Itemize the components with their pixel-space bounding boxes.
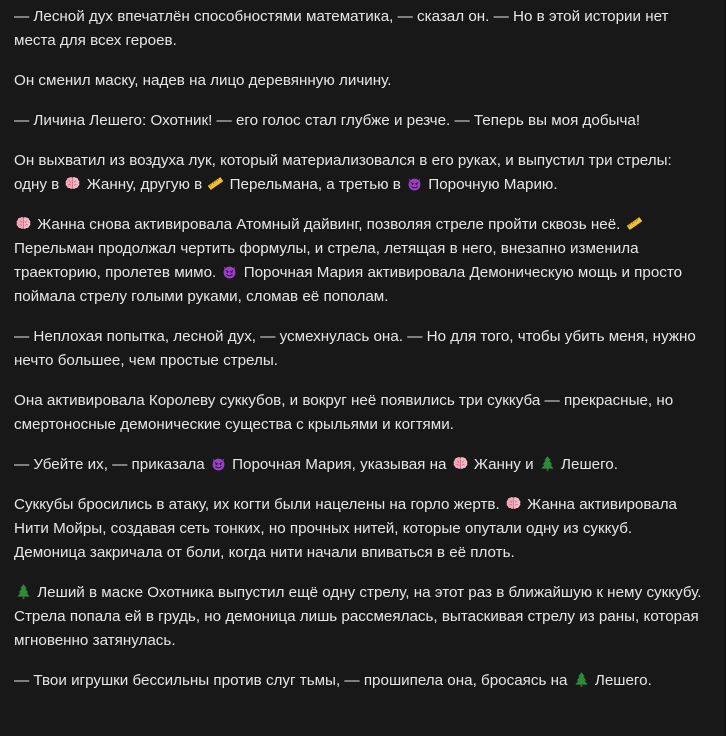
- paragraph-text: — Неплохая попытка, лесной дух, — усмехнулась она. — Но для того, чтобы убить меня, нужно нечто большее, чем простые стрелы.: [14, 328, 696, 369]
- paragraph: [14, 453, 704, 477]
- paragraph-text: Жанна снова активировала Атомный дайвинг, позволяя стреле пройти сквозь неё.: [33, 216, 625, 233]
- paragraph-text: Перельман продолжал чертить формулы, и стрела, летящая в него, внезапно изменила траекторию, пролетев мимо.: [14, 240, 639, 281]
- paragraph-text: — Личина Лешего: Охотник! — его голос стал глубже и резче. — Теперь вы моя добыча!: [14, 112, 641, 129]
- paragraph-text: Она активировала Королеву суккубов, и вокруг неё появились три суккуба — прекрасные, но смертоносные демонические существа с крыльями и когтями.: [14, 392, 674, 433]
- paragraph: [14, 5, 704, 53]
- paragraph-text: — Лесной дух впечатлён способностями математика, — сказал он. — Но в этой истории нет места для всех героев.: [14, 8, 669, 49]
- paragraph-text: Он выхватил из воздуха лук, который материализовался в его руках, и выпустил три стрелы: одну в: [14, 152, 672, 193]
- paragraph: [14, 581, 704, 653]
- tree-icon: [15, 583, 32, 600]
- paragraph-text: Лешего.: [556, 456, 618, 473]
- paragraph: [14, 325, 704, 373]
- paragraph: [14, 389, 704, 437]
- paragraph-text: Лешего.: [590, 672, 652, 689]
- brain-icon: [64, 175, 81, 192]
- brain-icon: [452, 455, 469, 472]
- paragraph-text: Порочная Мария, указывая на: [227, 456, 451, 473]
- devil-icon: [406, 175, 423, 192]
- message-body: [14, 5, 704, 693]
- tree-icon: [573, 671, 590, 688]
- tree-icon: [539, 455, 556, 472]
- brain-icon: [15, 215, 32, 232]
- ruler-icon: [626, 215, 643, 232]
- paragraph-text: Леший в маске Охотника выпустил ещё одну стрелу, на этот раз в ближайшую к нему суккубу. Стрела попала ей в грудь, но демоница лишь рассмеялась, вытаскивая стрелу из раны, которая мгновенно затянулась.: [14, 584, 702, 649]
- devil-icon: [221, 263, 238, 280]
- paragraph-text: — Твои игрушки бессильны против слуг тьмы, — прошипела она, бросаясь на: [14, 672, 572, 689]
- brain-icon: [505, 495, 522, 512]
- paragraph-text: Суккубы бросились в атаку, их когти были нацелены на горло жертв.: [14, 496, 504, 513]
- paragraph-text: Жанна активировала Нити Мойры, создавая сеть тонких, но прочных нитей, которые опутали одну из суккуб. Демоница закричала от боли, когда нити начали впиваться в её плоть.: [14, 496, 678, 561]
- paragraph-text: Жанну и: [469, 456, 538, 473]
- paragraph-text: Перельмана, а третью в: [225, 176, 406, 193]
- paragraph: [14, 109, 704, 133]
- paragraph: [14, 669, 704, 693]
- paragraph-text: Жанну, другую в: [82, 176, 207, 193]
- paragraph: [14, 69, 704, 93]
- paragraph-text: Порочную Марию.: [424, 176, 558, 193]
- paragraph: [14, 493, 704, 565]
- paragraph-text: Порочная Мария активировала Демоническую мощь и просто поймала стрелу голыми руками, сломав её пополам.: [14, 264, 683, 305]
- paragraph-text: — Убейте их, — приказала: [14, 456, 209, 473]
- paragraph: [14, 213, 704, 309]
- paragraph: [14, 149, 704, 197]
- paragraph-text: Он сменил маску, надев на лицо деревянную личину.: [14, 72, 392, 89]
- devil-icon: [210, 455, 227, 472]
- ruler-icon: [207, 175, 224, 192]
